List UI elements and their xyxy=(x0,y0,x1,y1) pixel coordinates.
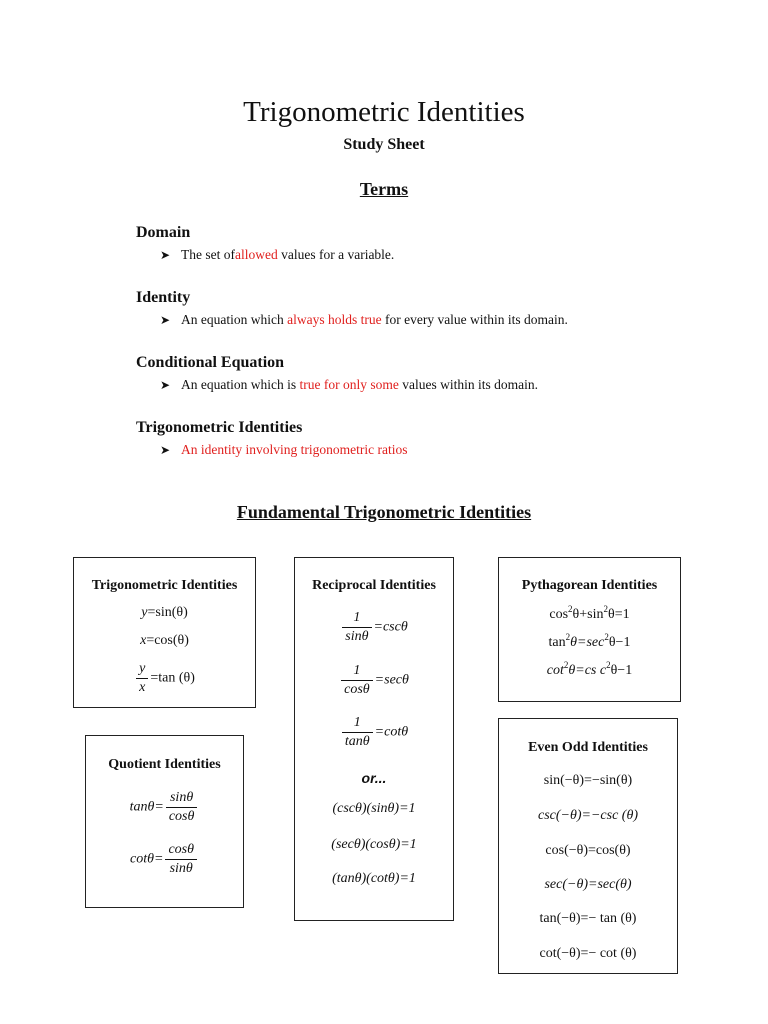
definition-highlight: true for only some xyxy=(299,377,399,392)
formula-tan-cot-product: (tanθ)(cotθ)=1 xyxy=(332,871,416,886)
arrowhead-bullet-icon: ➤ xyxy=(160,377,171,392)
formula-sec-reciprocal: $\frac{1}{\cos\theta}$ =secθ xyxy=(295,663,453,698)
definition-text: values for a variable. xyxy=(277,247,395,262)
definition-text: An equation which is xyxy=(181,377,300,392)
or-separator: or... xyxy=(361,770,387,786)
term-definition-domain xyxy=(160,247,394,263)
formula-sec-even: sec(−θ)=sec(θ) xyxy=(544,877,632,892)
definition-text: The set of xyxy=(181,247,235,262)
definition-highlight: allowed xyxy=(234,247,278,262)
formula-csc-odd: csc(−θ)=−csc (θ) xyxy=(538,808,638,823)
terms-heading: Terms xyxy=(359,179,409,199)
formula-tan-odd: tan(−θ)=− tan (θ) xyxy=(539,911,637,926)
formula-tan-sec-pythagorean: $\tan^2\theta=\sec^2\theta-1$ xyxy=(548,632,631,650)
formula-sin-odd: sin(−θ)=−sin(θ) xyxy=(543,773,633,788)
box-title: Reciprocal Identities xyxy=(312,578,436,593)
formula-csc-reciprocal: $\frac{1}{\sin\theta}$ =cscθ xyxy=(295,610,453,645)
term-title-identity: Identity xyxy=(136,289,191,306)
box-title: Pythagorean Identities xyxy=(521,578,658,593)
formula-cos-even: cos(−θ)=cos(θ) xyxy=(545,843,631,858)
formula-tan-quotient: tanθ= $\frac{\sin\theta}{\cos\theta}$ xyxy=(86,790,243,825)
box-title: Trigonometric Identities xyxy=(91,578,238,593)
formula-csc-sin-product: (cscθ)(sinθ)=1 xyxy=(332,801,416,816)
formula-y-over-x-tan: $\frac{y}{x}$ =tan (θ) xyxy=(74,661,255,696)
formula-sec-cos-product: (secθ)(cosθ)=1 xyxy=(331,837,417,852)
term-definition-identity xyxy=(160,312,568,328)
term-title-trigonometric-identities: Trigonometric Identities xyxy=(136,419,303,436)
pythagorean-identities-box xyxy=(498,557,681,702)
formula-y-sin: y=sin(θ) xyxy=(141,605,188,620)
definition-text: An equation which xyxy=(181,312,288,327)
formula-cot-quotient: cotθ= $\frac{\cos\theta}{\sin\theta}$ xyxy=(86,842,243,877)
definition-highlight: An identity involving trigonometric ratios xyxy=(181,442,408,457)
quotient-identities-box xyxy=(85,735,244,908)
formula-cot-odd: cot(−θ)=− cot (θ) xyxy=(539,946,637,961)
formula-cot-csc-pythagorean: $\cot^2\theta=cs$ $c^2\theta-1$ xyxy=(546,660,633,678)
formula-cos-sin-pythagorean: $\cos^2\theta+\sin^2\theta=1$ xyxy=(549,604,630,622)
box-title: Quotient Identities xyxy=(108,757,221,772)
page-subtitle: Study Sheet xyxy=(343,136,425,153)
page-title: Trigonometric Identities xyxy=(243,96,525,128)
definition-text: values within its domain. xyxy=(398,377,538,392)
term-title-domain: Domain xyxy=(136,224,191,241)
fundamental-heading: Fundamental Trigonometric Identities xyxy=(236,502,532,522)
even-odd-identities-box xyxy=(498,718,678,974)
formula-cot-reciprocal: $\frac{1}{\tan\theta}$ =cotθ xyxy=(295,715,453,750)
arrowhead-bullet-icon: ➤ xyxy=(160,247,171,262)
reciprocal-identities-box xyxy=(294,557,454,921)
trigonometric-identities-box xyxy=(73,557,256,708)
formula-x-cos: x=cos(θ) xyxy=(140,633,189,648)
box-title: Even Odd Identities xyxy=(528,740,648,755)
term-title-conditional-equation: Conditional Equation xyxy=(136,354,285,371)
term-definition-conditional-equation xyxy=(160,377,538,393)
term-definition-trigonometric-identities xyxy=(160,442,407,458)
arrowhead-bullet-icon: ➤ xyxy=(160,442,171,457)
arrowhead-bullet-icon: ➤ xyxy=(160,312,171,327)
definition-text: for every value within its domain. xyxy=(381,312,568,327)
definition-highlight: always holds true xyxy=(287,312,382,327)
